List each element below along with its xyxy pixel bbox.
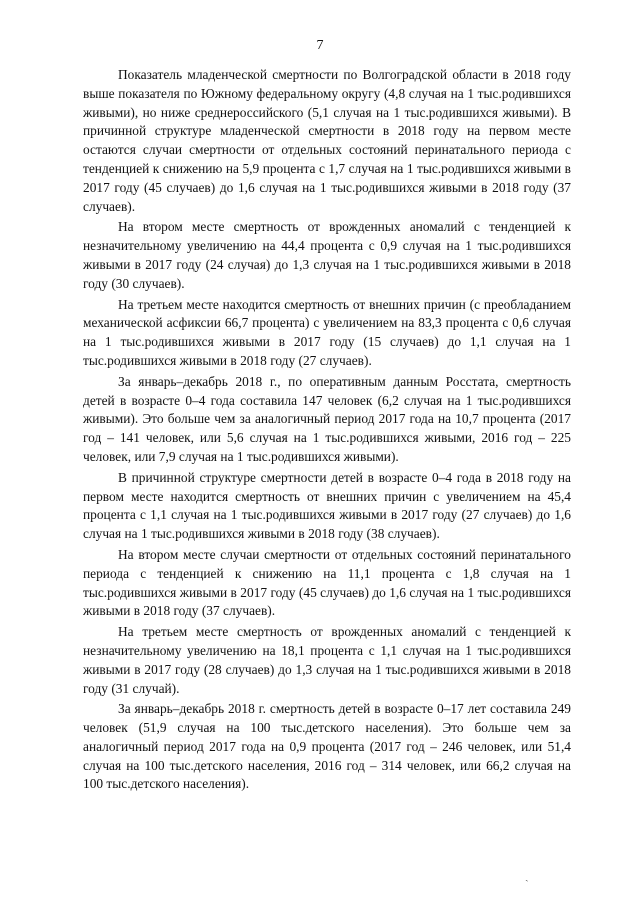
paragraph-second-place-anomalies: На втором месте смертность от врожденных аномалий с тенденцией к незначительному увеличению на 44,4 процента с 0,9 случая на 1 тыс.родившихся живыми в 2017 году (24 случая) до 1,3 случая на 1 тыс.родившихся живыми в 2018 году (30 случаев). xyxy=(83,219,571,291)
paragraph-third-place-anomalies: На третьем месте смертность от врожденных аномалий с тенденцией к незначительному увеличению на 18,1 процента с 1,1 случая на 1 тыс.родившихся живыми в 2017 году (28 случаев) до 1,3 случая на 1 тыс.родившихся живыми в 2018 году (31 случай). xyxy=(83,624,571,696)
paragraph-third-place-external: На третьем месте находится смертность от внешних причин (с преобладанием механической асфиксии 66,7 процента) с увеличением на 83,3 процента с 0,6 случая на 1 тыс.родившихся живыми в 2017 году (15 случаев) до 1,1 случая на 1 тыс.родившихся живыми в 2018 году (27 случаев). xyxy=(83,296,571,368)
paragraph-mortality-0-4: За январь–декабрь 2018 г., по оперативным данным Росстата, смертность детей в возрасте 0–4 года составила 147 человек (6,2 случая на 1 тыс.родившихся живыми). Это больше чем за аналогичный период 2017 года на 10,7 процента (2017 год – 141 человек, или 5,6 случая на 1 тыс.родившихся живыми, 2016 год – 225 человек, или 7,9 случая на 1 тыс.родившихся живыми). xyxy=(83,373,571,464)
paragraph-infant-mortality: Показатель младенческой смертности по Волгоградской области в 2018 году выше показателя по Южному федеральному округу (4,8 случая на 1 тыс.родившихся живыми), но ниже среднероссийского (5,1 случая на 1 тыс.родившихся живыми). В причинной структуре младенческой смертности в 2018 году на первом месте остаются случаи смертности от отдельных состояний перинатального периода с тенденцией к снижению на 5,9 процента с 1,7 случая на 1 тыс.родившихся живыми в 2017 году (45 случаев) до 1,6 случая на 1 тыс.родившихся живыми в 2018 году (37 случаев). xyxy=(83,67,571,214)
document-body xyxy=(83,66,571,796)
paragraph-second-place-perinatal: На втором месте случаи смертности от отдельных состояний перинатального периода с тенденцией к снижению на 11,1 процента с 1,8 случая на 1 тыс.родившихся живыми в 2017 году (45 случаев) до 1,6 случая на 1 тыс.родившихся живыми в 2018 году (37 случаев). xyxy=(83,546,571,619)
page-number: 7 xyxy=(316,38,324,53)
scan-mark: ˎ xyxy=(525,870,529,882)
paragraph-structure-0-4: В причинной структуре смертности детей в возрасте 0–4 года в 2018 году на первом месте находится смертность от внешних причин с увеличением на 45,4 процента с 1,1 случая на 1 тыс.родившихся живыми в 2017 году (27 случаев) до 1,6 случая на 1 тыс.родившихся живыми в 2018 году (38 случаев). xyxy=(83,469,571,542)
paragraph-mortality-0-17: За январь–декабрь 2018 г. смертность детей в возрасте 0–17 лет составила 249 человек (51,9 случая на 100 тыс.детского населения). Это больше чем за аналогичный период 2017 года на 0,9 процента (2017 год – 246 человек, или 51,4 случая на 100 тыс.детского населения, 2016 год – 314 человек, или 66,2 случая на 100 тыс.детского населения). xyxy=(83,701,571,792)
